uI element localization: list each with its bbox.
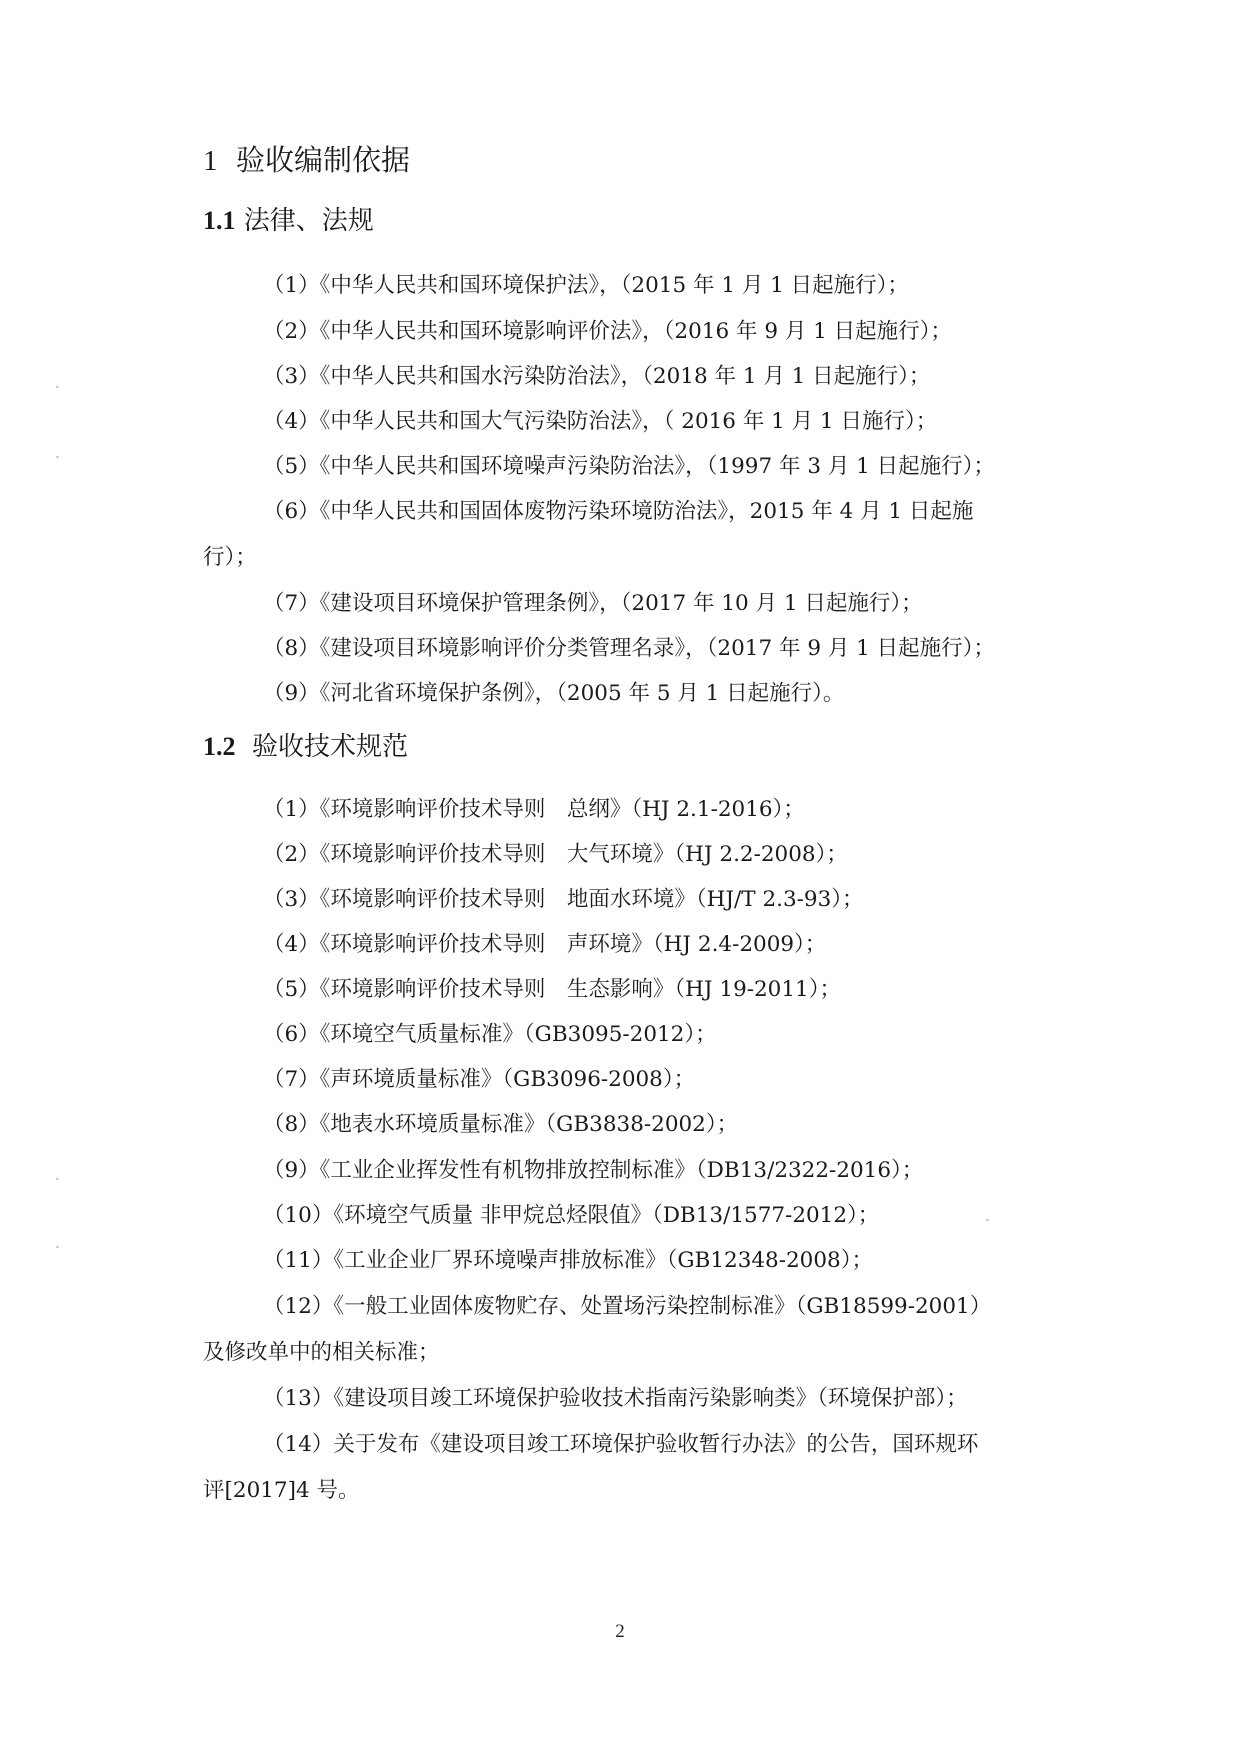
standard-item: （3）《环境影响评价技术导则 地面水环境》（HJ/T 2.3-93）； bbox=[263, 887, 864, 912]
subsection-heading-standards bbox=[203, 729, 408, 765]
law-item: （6）《中华人民共和国固体废物污染环境防治法》，2015 年 4 月 1 日起施 bbox=[263, 499, 974, 524]
section-number: 1 bbox=[203, 145, 218, 177]
standard-item-continuation: 及修改单中的相关标准； bbox=[203, 1340, 440, 1365]
law-item: （1）《中华人民共和国环境保护法》，（2015 年 1 月 1 日起施行）； bbox=[263, 273, 909, 298]
law-item: （5）《中华人民共和国环境噪声污染防治法》，（1997 年 3 月 1 日起施行）； bbox=[263, 454, 995, 479]
standard-item: （14）关于发布《建设项目竣工环境保护验收暂行办法》的公告，国环规环 bbox=[263, 1432, 979, 1457]
subsection-number: 1.1 bbox=[203, 206, 236, 235]
standard-item-continuation: 评[2017]4 号。 bbox=[203, 1478, 360, 1503]
standard-item: （6）《环境空气质量标准》（GB3095-2012）； bbox=[263, 1022, 717, 1047]
scan-speck bbox=[986, 1219, 989, 1221]
law-item: （8）《建设项目环境影响评价分类管理名录》，（2017 年 9 月 1 日起施行）； bbox=[263, 636, 995, 661]
section-heading bbox=[203, 140, 410, 181]
standard-item: （10）《环境空气质量 非甲烷总烃限值》（DB13/1577-2012）； bbox=[263, 1203, 880, 1228]
subsection-heading-laws bbox=[203, 203, 374, 239]
standard-item: （13）《建设项目竣工环境保护验收技术指南污染影响类》（环境保护部）； bbox=[263, 1386, 968, 1411]
law-item-continuation: 行）； bbox=[203, 545, 257, 570]
law-item: （3）《中华人民共和国水污染防治法》，（2018 年 1 月 1 日起施行）； bbox=[263, 364, 931, 389]
standard-item: （2）《环境影响评价技术导则 大气环境》（HJ 2.2-2008）； bbox=[263, 842, 848, 867]
subsection-number: 1.2 bbox=[203, 732, 236, 761]
subsection-title: 法律、法规 bbox=[243, 206, 374, 236]
standard-item: （4）《环境影响评价技术导则 声环境》（HJ 2.4-2009）； bbox=[263, 932, 827, 957]
law-item: （9）《河北省环境保护条例》，（2005 年 5 月 1 日起施行）。 bbox=[263, 681, 845, 706]
standard-item: （8）《地表水环境质量标准》（GB3838-2002）； bbox=[263, 1112, 739, 1137]
standard-item: （1）《环境影响评价技术导则 总纲》（HJ 2.1-2016）； bbox=[263, 797, 805, 822]
standard-item: （12）《一般工业固体废物贮存、处置场污染控制标准》（GB18599-2001） bbox=[263, 1294, 992, 1319]
standard-item: （9）《工业企业挥发性有机物排放控制标准》（DB13/2322-2016）； bbox=[263, 1158, 924, 1183]
scan-speck bbox=[56, 386, 59, 388]
law-item: （2）《中华人民共和国环境影响评价法》，（2016 年 9 月 1 日起施行）； bbox=[263, 319, 952, 344]
standard-item: （7）《声环境质量标准》（GB3096-2008）； bbox=[263, 1067, 696, 1092]
scan-speck bbox=[56, 1178, 59, 1180]
scan-speck bbox=[56, 456, 59, 458]
subsection-title: 验收技术规范 bbox=[252, 732, 409, 762]
page-number: 2 bbox=[615, 1621, 625, 1642]
law-item: （7）《建设项目环境保护管理条例》，（2017 年 10 月 1 日起施行）； bbox=[263, 591, 923, 616]
standard-item: （11）《工业企业厂界环境噪声排放标准》（GB12348-2008）； bbox=[263, 1248, 873, 1273]
standard-item: （5）《环境影响评价技术导则 生态影响》（HJ 19-2011）； bbox=[263, 977, 841, 1002]
section-title: 验收编制依据 bbox=[235, 143, 410, 177]
scan-speck bbox=[56, 1246, 59, 1248]
law-item: （4）《中华人民共和国大气污染防治法》，（ 2016 年 1 月 1 日施行）； bbox=[263, 409, 938, 434]
